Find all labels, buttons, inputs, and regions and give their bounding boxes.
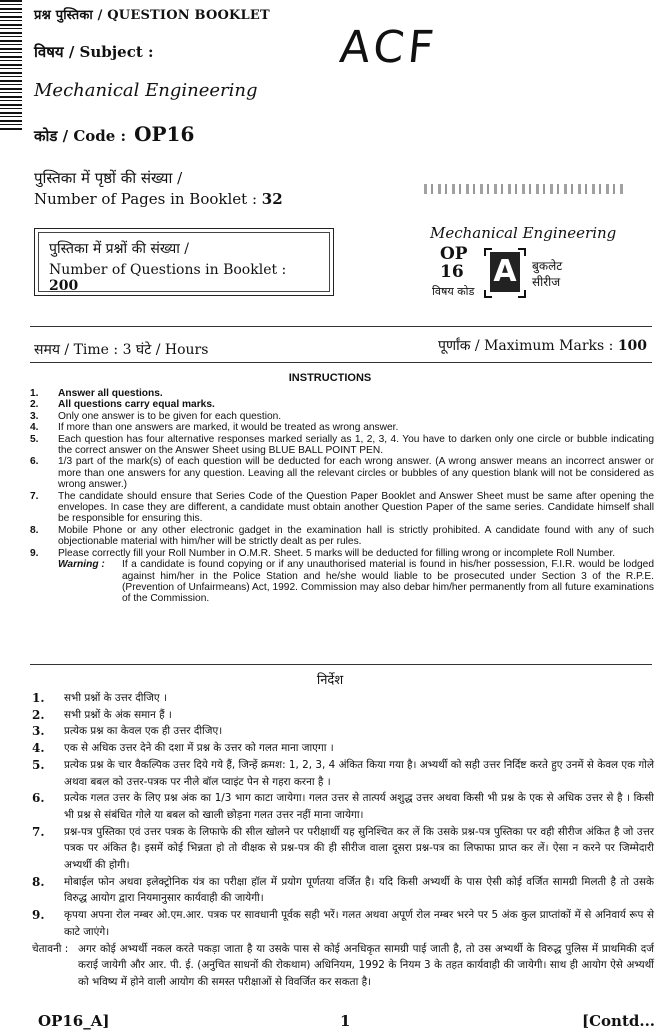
instruction-item: 7. The candidate should ensure that Series Code of the Question Paper Booklet and Answer Sheet must be same after opening the envelopes. In case they are different, a candidate must obtain another Question Paper of the same series. Candidate himself shall be responsible for ensuring this. — [30, 490, 654, 525]
divider-nirdesh — [30, 664, 652, 665]
pages-value: 32 — [261, 190, 283, 208]
op-code — [440, 245, 468, 281]
footer-code: OP16_A] — [38, 1012, 110, 1030]
series-box — [484, 248, 526, 298]
instruction-item: 6. 1/3 part of the mark(s) of each question will be deducted for each wrong answer. (A wrong answer means an incorrect answer or more than one answers for any question. Leaving all the relevant circles or bubbles of any question blank will not be considered as wrong answer.) — [30, 456, 654, 491]
pages-count — [34, 190, 283, 208]
nirdesh-list — [32, 690, 654, 991]
op-number: 16 — [440, 262, 464, 282]
subject-value: Mechanical Engineering — [34, 80, 258, 101]
instructions-list — [30, 388, 654, 605]
booklet-label: प्रश्न पुस्तिका / QUESTION BOOKLET — [34, 8, 270, 23]
instruction-item: 2. All questions carry equal marks. — [30, 399, 215, 411]
nirdesh-item: 3. प्रत्येक प्रश्न का केवल एक ही उत्तर दीजिए। — [32, 724, 223, 739]
instruction-item: 1. Answer all questions. — [30, 388, 163, 399]
max-marks — [438, 336, 647, 355]
subject-code-label: विषय कोड — [432, 285, 475, 298]
pages-label-hindi: पुस्तिका में पृष्ठों की संख्या / — [34, 169, 183, 187]
nirdesh-warning — [32, 941, 654, 991]
code-label: कोड / Code : — [34, 127, 127, 145]
warning-text: If a candidate is found copying or if any unauthorised material is found in his/her possession, F.I.R. would be lodged against him/her in the Police Station and he/she would liable to be prosecuted under Section 3 of the R.P.E. (Prevention of Unfairmeans) Act, 1992. Commission may also debar him/her permanently from all future examinations of the Commission. — [122, 559, 654, 605]
divider-mid — [30, 362, 652, 363]
warning-label: Warning : — [58, 559, 105, 571]
series-letter: A — [490, 252, 520, 292]
instruction-item: 9. Please correctly fill your Roll Number in O.M.R. Sheet. 5 marks will be deducted for filling wrong or incomplete Roll Number. — [30, 547, 616, 559]
questions-value: 200 — [49, 278, 79, 294]
instruction-item: 4. If more than one answers are marked, it would be treated as wrong answer. — [30, 422, 399, 434]
chetavani-text: अगर कोई अभ्यर्थी नकल करते पकड़ा जाता है या उसके पास से कोई अनधिकृत सामग्री पाई जाती है, तो उस अभ्यर्थी के विरुद्ध पुलिस में प्राथमिकी दर्ज कराई जायेगी और आर. पी. ई. (अनुचित साधनों की रोकथाम) अधिनियम, 1992 के नियम 3 के तहत कार्यवाही की जायेगी। साथ ही आयोग ऐसे अभ्यर्थी को भविष्य में होने वाली आयोग की समस्त परीक्षाओं से विवर्जित कर सकता है। — [78, 942, 654, 988]
code-row — [34, 122, 194, 146]
questions-label-hindi: पुस्तिका में प्रश्नों की संख्या / — [49, 241, 189, 257]
divider-top — [30, 326, 652, 327]
subject-label: विषय / Subject : — [34, 43, 154, 61]
op-label: OP — [440, 244, 468, 264]
booklet-series-line2: सीरीज — [532, 275, 561, 289]
pages-label-english: Number of Pages in Booklet : — [34, 190, 258, 208]
marks-value: 100 — [617, 338, 648, 354]
nirdesh-item: 5. प्रत्येक प्रश्न के चार वैकल्पिक उत्तर दिये गये हैं, जिन्हें क्रमश: 1, 2, 3, 4 अंकित किया गया है। अभ्यर्थी को सही उत्तर निर्दिष्ट करते हुए उनमें से केवल एक गोले अथवा बबल को उत्तर-पत्रक पर नीले बॉल प्वाइंट पेन से गहरा करना है । — [32, 757, 654, 788]
nirdesh-item: 1. सभी प्रश्नों के उत्तर दीजिए । — [32, 691, 167, 705]
questions-count — [49, 262, 319, 294]
nirdesh-item: 2. सभी प्रश्नों के अंक समान हैं । — [32, 707, 172, 722]
nirdesh-title: निर्देश — [316, 673, 344, 688]
nirdesh-item: 4. एक से अधिक उत्तर देने की दशा में प्रश्न के उत्तर को गलत माना जाएगा । — [32, 741, 334, 756]
barcode — [0, 0, 22, 130]
chetavani-label: चेतावनी : — [32, 942, 69, 955]
instructions-title: INSTRUCTIONS — [288, 372, 372, 384]
instruction-item: 5. Each question has four alternative responses marked serially as 1, 2, 3, 4. You have to darken only one circle or bubble indicating the correct answer on the Answer Sheet using BLUE BALL POINT PEN. — [30, 433, 654, 457]
questions-count-box — [34, 228, 334, 296]
page-number: 1 — [340, 1012, 351, 1030]
booklet-series-line1: बुकलेट — [532, 259, 563, 273]
nirdesh-item: 7. प्रश्न-पत्र पुस्तिका एवं उत्तर पत्रक के लिफाफे की सील खोलने पर परीक्षार्थी यह सुनिश्चित कर लें कि उसके प्रश्न-पत्र पुस्तिका पर वही सीरीज अंकित है जो उत्तर पत्रक पर अंकित है। इसमें कोई भिन्नता हो तो वीक्षक से प्रश्न-पत्र की ही सीरीज वाला दूसरा प्रश्न-पत्र का लिफाफा प्राप्त कर लें। ऐसा न करने पर जिम्मेदारी अभ्यर्थी की होगी। — [32, 824, 654, 872]
instruction-warning — [30, 559, 654, 605]
questions-label-english: Number of Questions in Booklet : — [49, 262, 287, 278]
nirdesh-item: 9. कृपया अपना रोल नम्बर ओ.एम.आर. पत्रक पर सावधानी पूर्वक सही भरें। गलत अथवा अपूर्ण रोल नम्बर भरने पर 5 अंक कुल प्राप्तांकों में से अनिवार्य रूप से काटे जाएंगे। — [32, 908, 654, 938]
nirdesh-item: 8. मोबाईल फोन अथवा इलेक्ट्रोनिक यंत्र का परीक्षा हॉल में प्रयोग पूर्णतया वर्जित है। यदि किसी अभ्यर्थी के पास ऐसी कोई वर्जित सामग्री मिलती है तो उसके विरुद्ध आयोग द्वारा नियमानुसार कार्यवाही की जायेगी। — [32, 874, 654, 905]
handwritten-mark: ACF — [337, 22, 441, 73]
printed-smudge — [424, 184, 624, 194]
series-subject: Mechanical Engineering — [430, 224, 617, 242]
booklet-series-label — [532, 258, 562, 290]
nirdesh-item: 6. प्रत्येक गलत उत्तर के लिए प्रश्न अंक का 1/3 भाग काटा जायेगा। गलत उत्तर से तात्पर्य अशुद्ध उत्तर अथवा किसी भी प्रश्न के एक से अधिक उत्तर से है । किसी भी प्रश्न से संबंधित गोले या बबल को खाली छोड़ना गलत उत्तर नहीं माना जायेगा। — [32, 791, 654, 821]
footer-contd: [Contd... — [582, 1012, 656, 1030]
instruction-item: 8. Mobile Phone or any other electronic gadget in the examination hall is strictly prohibited. A candidate found with any of such objectionable material with him/her will be strictly dealt as per rules. — [30, 524, 654, 548]
time-label: समय / Time : 3 घंटे / Hours — [34, 342, 209, 358]
code-value: OP16 — [134, 122, 195, 146]
instruction-item: 3. Only one answer is to be given for each question. — [30, 410, 282, 422]
marks-label: पूर्णांक / Maximum Marks : — [438, 338, 614, 354]
